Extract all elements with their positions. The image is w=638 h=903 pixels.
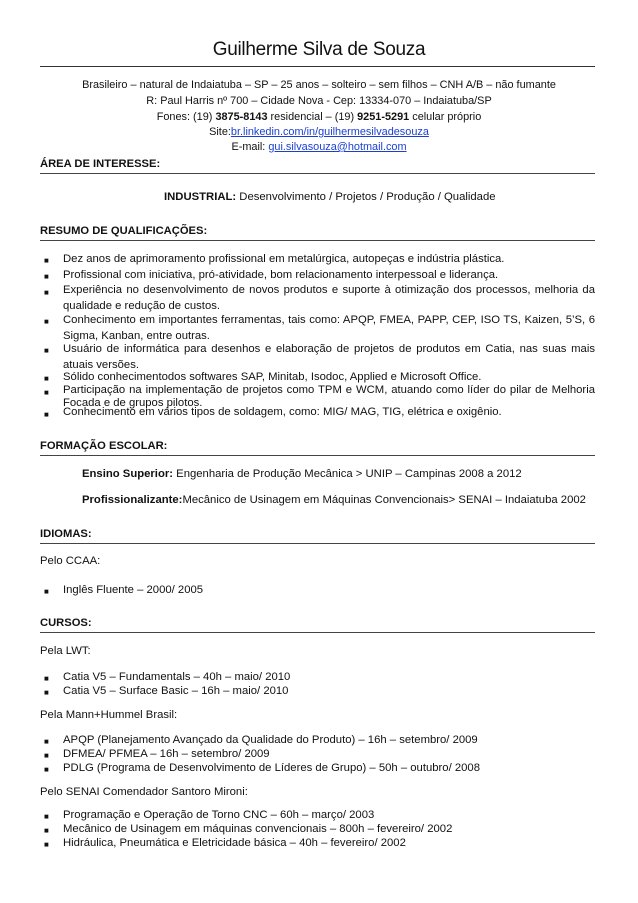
interest-line [164,191,496,203]
email-label: E-mail: [231,141,269,153]
course-institution: Pela Mann+Hummel Brasil: [40,709,178,721]
phones-prefix: Fones: (19) [156,111,216,123]
bullet-icon: ■ [44,388,49,397]
course-item: Programação e Operação de Torno CNC – 60h – março/ 2003 [63,809,375,821]
bullet-icon: ■ [44,812,49,821]
summary-item: Usuário de informática para desenhos e elaboração de projetos de produtos em Catia, nas suas mais atuais versões. [63,343,595,371]
interest-label: INDUSTRIAL: [164,191,237,203]
education-value: Mecânico de Usinagem em Máquinas Convencionais> SENAI – Indaiatuba 2002 [182,494,586,506]
bullet-icon: ■ [44,272,49,281]
email-line [0,141,638,153]
bullet-icon: ■ [44,374,49,383]
course-institution: Pela LWT: [40,645,91,657]
education-label: Profissionalizante: [82,494,183,506]
education-section-title: FORMAÇÃO ESCOLAR: [40,440,595,456]
bullet-icon: ■ [44,288,49,297]
summary-item: Conhecimento em importantes ferramentas, tais como: APQP, FMEA, PAPP, CEP, ISO TS, Kaizen, 5’S, 6 Sigma, Kanban, entre outras. [63,314,595,342]
interest-value: Desenvolvimento / Projetos / Produção / Qualidade [236,191,496,203]
bullet-icon: ■ [44,317,49,326]
phones-suffix: celular próprio [409,111,482,123]
course-item: Catia V5 – Fundamentals – 40h – maio/ 2010 [63,671,291,683]
bullet-icon: ■ [44,256,49,265]
phones-mid: residencial – (19) [267,111,358,123]
phone-cell: 9251-5291 [357,111,410,123]
bullet-icon: ■ [44,840,49,849]
summary-item: Conhecimento em vários tipos de soldagem, como: MIG/ MAG, TIG, elétrica e oxigênio. [63,406,502,418]
linkedin-link[interactable]: br.linkedin.com/in/guilhermesilvadesouza [230,126,429,138]
bullet-icon: ■ [44,737,49,746]
language-item: Inglês Fluente – 2000/ 2005 [63,584,204,596]
courses-section-title: CURSOS: [40,617,595,633]
course-item: Hidráulica, Pneumática e Eletricidade básica – 40h – fevereiro/ 2002 [63,837,406,849]
course-item: Mecânico de Usinagem em máquinas convencionais – 800h – fevereiro/ 2002 [63,823,453,835]
bullet-icon: ■ [44,587,49,596]
site-label: Site: [209,126,231,138]
education-item [82,468,522,480]
bullet-icon: ■ [44,410,49,419]
site-line [0,126,638,138]
education-value: Engenharia de Produção Mecânica > UNIP – Campinas 2008 a 2012 [173,468,522,480]
candidate-name: Guilherme Silva de Souza [212,39,426,60]
bullet-icon: ■ [44,674,49,683]
course-institution: Pelo SENAI Comendador Santoro Mironi: [40,786,248,798]
languages-section-title: IDIOMAS: [40,528,595,544]
course-item: PDLG (Programa de Desenvolvimento de Líderes de Grupo) – 50h – outubro/ 2008 [63,762,480,774]
personal-info-line: Brasileiro – natural de Indaiatuba – SP – 25 anos – solteiro – sem filhos – CNH A/B – não fumante [82,79,556,91]
phone-home: 3875-8143 [215,111,268,123]
bullet-icon: ■ [44,826,49,835]
summary-item: Sólido conhecimentodos softwares SAP, Minitab, Isodoc, Applied e Microsoft Office. [63,371,482,383]
phones-line [0,111,638,123]
summary-section-title: RESUMO DE QUALIFICAÇÕES: [40,225,595,241]
course-item: APQP (Planejamento Avançado da Qualidade do Produto) – 16h – setembro/ 2009 [63,734,478,746]
summary-item: Profissional com iniciativa, pró-atividade, bom relacionamento interpessoal e liderança. [63,269,499,281]
bullet-icon: ■ [44,346,49,355]
header-divider [40,66,595,67]
course-item: Catia V5 – Surface Basic – 16h – maio/ 2010 [63,685,289,697]
course-item: DFMEA/ PFMEA – 16h – setembro/ 2009 [63,748,270,760]
email-link[interactable]: gui.silvasouza@hotmail.com [268,141,407,153]
bullet-icon: ■ [44,688,49,697]
summary-item: Dez anos de aprimoramento profissional em metalúrgica, autopeças e indústria plástica. [63,253,505,265]
bullet-icon: ■ [44,765,49,774]
summary-item: Participação na implementação de projetos como TPM e WCM, atuando como líder do pilar de Melhoria Focada e de grupos pilotos. [63,384,595,409]
education-item [82,494,586,506]
bullet-icon: ■ [44,751,49,760]
address-line: R: Paul Harris nº 700 – Cidade Nova - Cep: 13334-070 – Indaiatuba/SP [146,95,492,107]
education-label: Ensino Superior: [82,468,174,480]
interest-section-title: ÁREA DE INTERESSE: [40,158,595,174]
languages-institution: Pelo CCAA: [40,555,101,567]
summary-item: Experiência no desenvolvimento de novos produtos e suporte à otimização dos processos, melhoria da qualidade e redução de custos. [63,284,595,312]
